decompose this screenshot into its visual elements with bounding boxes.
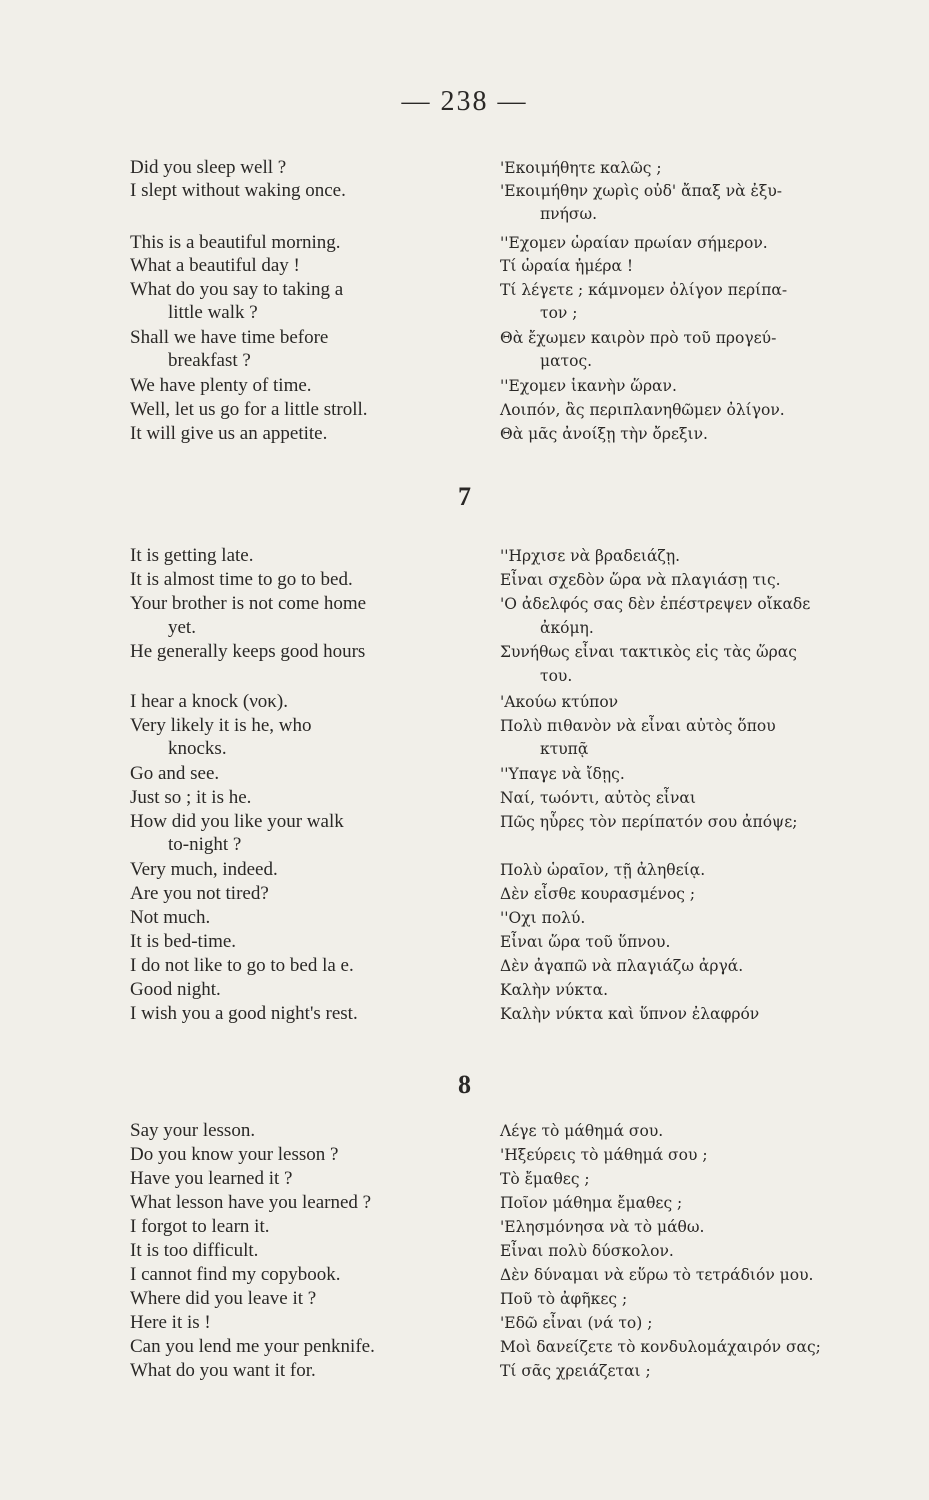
greek-text: Τί σᾶς χρειάζεται ;	[500, 1362, 651, 1380]
dialogue-line	[0, 1312, 929, 1334]
english-text: to-night ?	[168, 834, 242, 855]
dialogue-line	[0, 545, 929, 567]
english-text: It is almost time to go to bed.	[130, 569, 353, 590]
english-text: yet.	[168, 617, 196, 638]
english-text: Well, let us go for a little stroll.	[130, 399, 368, 420]
english-text: Not much.	[130, 907, 211, 928]
greek-text: Δὲν εἶσθε κουρασμένος ;	[500, 885, 696, 903]
dialogue-line	[0, 931, 929, 953]
greek-text: Λέγε τὸ μάθημά σου.	[500, 1122, 664, 1140]
dialogue-line	[0, 834, 929, 856]
english-text: Your brother is not come home	[130, 593, 367, 614]
dialogue-line	[0, 1168, 929, 1190]
dialogue-line	[0, 811, 929, 833]
english-text: It will give us an appetite.	[130, 423, 328, 444]
english-text: Did you sleep well ?	[130, 157, 287, 178]
greek-text: ματος.	[540, 352, 593, 370]
dialogue-line	[0, 1120, 929, 1142]
english-text: I slept without waking once.	[130, 180, 346, 201]
english-text: Do you know your lesson ?	[130, 1144, 339, 1165]
greek-text: ''Υπαγε νὰ ἴδῃς.	[500, 765, 625, 783]
greek-text: κτυπᾷ	[540, 740, 589, 758]
dialogue-line	[0, 1003, 929, 1025]
dialogue-line	[0, 279, 929, 301]
english-text: little walk ?	[168, 302, 258, 323]
dialogue-line	[0, 641, 929, 663]
greek-text: πνήσω.	[540, 205, 598, 223]
dialogue-line	[0, 979, 929, 1001]
dialogue-line	[0, 859, 929, 881]
greek-text: 'Ηξεύρεις τὸ μάθημά σου ;	[500, 1146, 708, 1164]
english-text: breakfast ?	[168, 350, 251, 371]
dialogue-line	[0, 1144, 929, 1166]
english-text: Very likely it is he, who	[130, 715, 312, 736]
greek-text: Πολὺ πιθανὸν νὰ εἶναι αὐτὸς ὅπου	[500, 717, 776, 735]
greek-text: του.	[540, 667, 573, 685]
greek-text: Πολὺ ὡραῖον, τῇ ἀληθείᾳ.	[500, 861, 706, 879]
dialogue-line	[0, 375, 929, 397]
english-text: Go and see.	[130, 763, 220, 784]
greek-text: 'Ελησμόνησα νὰ τὸ μάθω.	[500, 1218, 705, 1236]
greek-text: Καλὴν νύκτα.	[500, 981, 609, 999]
english-text: Shall we have time before	[130, 327, 329, 348]
dialogue-line	[0, 350, 929, 372]
greek-text: ''Εχομεν ὡραίαν πρωίαν σήμερον.	[500, 234, 768, 252]
greek-text: Ποῦ τὸ ἀφῆκες ;	[500, 1290, 628, 1308]
english-text: How did you like your walk	[130, 811, 344, 832]
greek-text: 'Ο ἀδελφός σας δὲν ἐπέστρεψεν οἴκαδε	[500, 595, 811, 613]
greek-text: Εἶναι πολὺ δύσκολον.	[500, 1242, 674, 1260]
greek-text: Συνήθως εἶναι τακτικὸς εἰς τὰς ὥρας	[500, 643, 797, 661]
greek-text: Ποῖον μάθημα ἔμαθες ;	[500, 1194, 683, 1212]
dialogue-line	[0, 157, 929, 179]
dialogue-line	[0, 738, 929, 760]
greek-text: Δὲν ἀγαπῶ νὰ πλαγιάζω ἀργά.	[500, 957, 744, 975]
greek-text: 'Εδῶ εἶναι (νά το) ;	[500, 1314, 653, 1332]
english-text: Good night.	[130, 979, 221, 1000]
english-text: knocks.	[168, 738, 227, 759]
dialogue-line	[0, 302, 929, 324]
greek-text: Εἶναι σχεδὸν ὥρα νὰ πλαγιάσῃ τις.	[500, 571, 781, 589]
dialogue-line	[0, 399, 929, 421]
english-text: It is too difficult.	[130, 1240, 259, 1261]
english-text: I forgot to learn it.	[130, 1216, 270, 1237]
dialogue-line	[0, 715, 929, 737]
dialogue-line	[0, 1216, 929, 1238]
english-text: I wish you a good night's rest.	[130, 1003, 358, 1024]
english-text: I hear a knock (νοκ).	[130, 691, 288, 712]
greek-text: Μοὶ δανείζετε τὸ κονδυλομάχαιρόν σας;	[500, 1338, 821, 1356]
english-text: Very much, indeed.	[130, 859, 278, 880]
english-text: Say your lesson.	[130, 1120, 256, 1141]
dialogue-line	[0, 1360, 929, 1382]
dialogue-line	[0, 617, 929, 639]
greek-text: Εἶναι ὥρα τοῦ ὕπνου.	[500, 933, 671, 951]
english-text: Just so ; it is he.	[130, 787, 252, 808]
english-text: I do not like to go to bed la e.	[130, 955, 354, 976]
greek-text: Θὰ ἔχωμεν καιρὸν πρὸ τοῦ προγεύ-	[500, 329, 777, 347]
english-text: It is getting late.	[130, 545, 254, 566]
dialogue-line	[0, 327, 929, 349]
english-text: Can you lend me your penknife.	[130, 1336, 375, 1357]
dialogue-line	[0, 1336, 929, 1358]
dialogue-line	[0, 203, 929, 225]
dialogue-line	[0, 907, 929, 929]
greek-text: Τί ὡραία ἡμέρα !	[500, 257, 634, 275]
greek-text: 'Ακούω κτύπον	[500, 693, 619, 711]
english-text: This is a beautiful morning.	[130, 232, 341, 253]
section-number-7: 7	[458, 482, 471, 511]
greek-text: ''Ηρχισε νὰ βραδειάζῃ.	[500, 547, 681, 565]
page-number: — 238 —	[401, 86, 528, 117]
english-text: It is bed-time.	[130, 931, 237, 952]
english-text: Have you learned it ?	[130, 1168, 293, 1189]
greek-text: Τί λέγετε ; κάμνομεν ὀλίγον περίπα-	[500, 281, 788, 299]
english-text: What lesson have you learned ?	[130, 1192, 372, 1213]
greek-text: Πῶς ηὗρες τὸν περίπατόν σου ἀπόψε;	[500, 813, 798, 831]
english-text: Here it is !	[130, 1312, 211, 1333]
english-text: What a beautiful day !	[130, 255, 300, 276]
dialogue-line	[0, 255, 929, 277]
dialogue-line	[0, 1240, 929, 1262]
english-text: I cannot find my copybook.	[130, 1264, 341, 1285]
greek-text: ἀκόμη.	[540, 619, 594, 637]
dialogue-line	[0, 569, 929, 591]
greek-text: 'Εκοιμήθητε καλῶς ;	[500, 159, 662, 177]
dialogue-line	[0, 1288, 929, 1310]
greek-text: ''Οχι πολύ.	[500, 909, 586, 927]
greek-text: 'Εκοιμήθην χωρὶς οὐδ' ἄπαξ νὰ ἐξυ-	[500, 182, 783, 200]
dialogue-line	[0, 1192, 929, 1214]
english-text: He generally keeps good hours	[130, 641, 366, 662]
english-text: Are you not tired?	[130, 883, 269, 904]
section-number-8: 8	[458, 1070, 471, 1099]
dialogue-line	[0, 423, 929, 445]
dialogue-line	[0, 180, 929, 202]
dialogue-line	[0, 232, 929, 254]
english-text: What do you want it for.	[130, 1360, 316, 1381]
dialogue-line	[0, 593, 929, 615]
english-text: What do you say to taking a	[130, 279, 344, 300]
dialogue-line	[0, 955, 929, 977]
greek-text: ''Εχομεν ἱκανὴν ὥραν.	[500, 377, 677, 395]
dialogue-line	[0, 883, 929, 905]
greek-text: Δὲν δύναμαι νὰ εὕρω τὸ τετράδιόν μου.	[500, 1266, 814, 1284]
dialogue-line	[0, 787, 929, 809]
dialogue-line	[0, 691, 929, 713]
greek-text: Τὸ ἔμαθες ;	[500, 1170, 590, 1188]
english-text: Where did you leave it ?	[130, 1288, 317, 1309]
greek-text: Λοιπόν, ἂς περιπλανηθῶμεν ὀλίγον.	[500, 401, 785, 419]
greek-text: Καλὴν νύκτα καὶ ὕπνον ἐλαφρόν	[500, 1005, 760, 1023]
greek-text: Ναί, τωόντι, αὐτὸς εἶναι	[500, 789, 696, 807]
dialogue-line	[0, 665, 929, 687]
greek-text: τον ;	[540, 304, 578, 322]
dialogue-line	[0, 1264, 929, 1286]
dialogue-line	[0, 763, 929, 785]
greek-text: Θὰ μᾶς ἀνοίξῃ τὴν ὄρεξιν.	[500, 425, 708, 443]
english-text: We have plenty of time.	[130, 375, 312, 396]
